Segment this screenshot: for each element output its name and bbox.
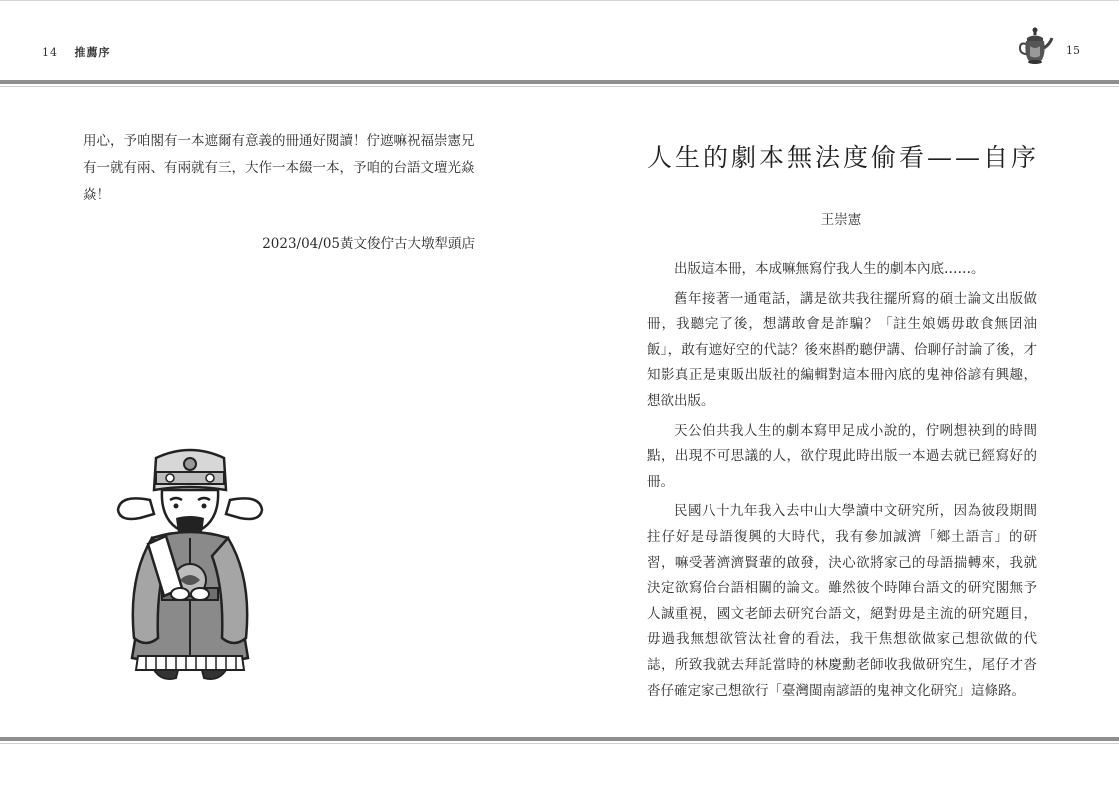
deity-illustration [110,438,270,684]
header-rule-thin [0,86,1119,87]
paragraph: 天公伯共我人生的劇本寫甲足成小說的，佇咧想袂到的時間點，出現不可思議的人，欲佇現此時出版一本過去就已經寫好的冊。 [647,422,1037,490]
left-running-header [42,44,111,60]
page-frame-top [0,0,1119,1]
left-page-body [83,128,475,209]
right-page-number: 15 [1066,44,1080,57]
paragraph: 出版這本冊，本成嘛無寫佇我人生的劇本內底……。 [674,261,985,277]
footer-rule-thin [0,743,1119,744]
preface-signature: 2023/04/05黃文俊佇古大墩犁頭店 [262,236,475,252]
page-title: 人生的劇本無法度偷看——自序 [647,143,1040,172]
teapot-icon [1018,26,1054,66]
author-name: 王崇憲 [820,212,862,228]
section-title: 推薦序 [74,46,111,59]
left-page-number: 14 [42,46,58,59]
paragraph: 民國八十九年我入去中山大學讀中文研究所，因為彼段期間拄仔好是母語復興的大時代，我有參加誠濟「鄉土語言」的研習，嘛受著濟濟賢輩的啟發，決心欲將家己的母語揣轉來，我就決定欲寫佮台語相關的論文。雖然彼个時陣台語文的研究閣無予人誠重視，國文老師去研究台語文，絕對毋是主流的研究題目，毋過我無想欲管汰社會的看法，我干焦想欲做家己想欲做的代誌，所致我就去拜託當時的林慶勳老師收我做研究生，尾仔才沓沓仔確定家己想欲行「臺灣閩南諺語的鬼神文化研究」這條路。 [647,503,1037,699]
left-paragraph: 用心，予咱閣有一本遮爾有意義的冊通好閱讀！佇遮嘛祝福崇憲兄有一就有兩、有兩就有三，大作一本綴一本，予咱的台語文壇光焱焱！ [83,133,475,203]
header-rule [0,80,1119,84]
paragraph: 舊年接著一通電話，講是欲共我往擺所寫的碩士論文出版做冊，我聽完了後，想講敢會是詐騙？「註生娘媽毋敢食無囝油飯」，敢有遮好空的代誌？後來斟酌聽伊講、佮聊仔討論了後，才知影真正是東販出版社的編輯對這本冊內底的鬼神俗諺有興趣，想欲出版。 [647,290,1037,409]
right-page-body [647,257,1037,708]
footer-rule [0,737,1119,741]
